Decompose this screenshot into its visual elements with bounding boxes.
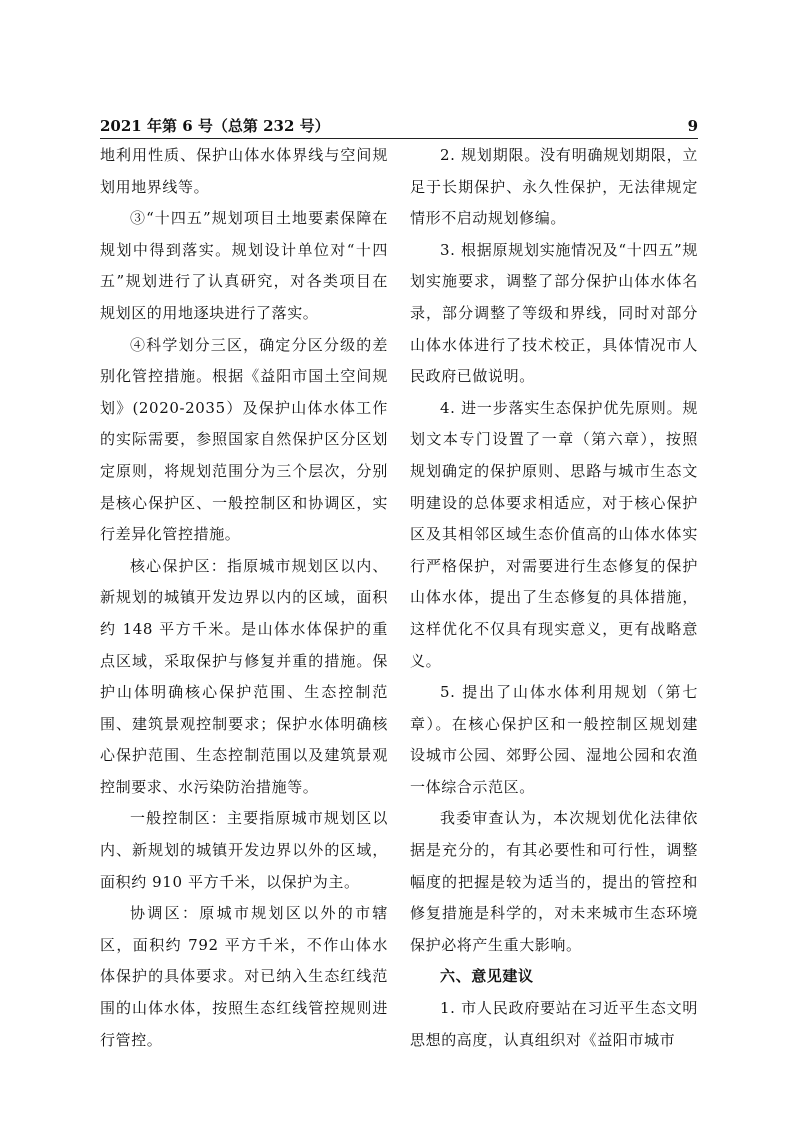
page-header	[100, 114, 698, 138]
paragraph: 协调区：原城市规划区以外的市辖区，面积约 792 平方千米，不作山体水体保护的具体要求。对已纳入生态红线范围的山体水体，按照生态红线管控规则进行管控。	[100, 904, 388, 1049]
paragraph: 2. 规划期限。没有明确规划期限，立足于长期保护、永久性保护，无法律规定情形不启动规划修编。	[410, 146, 698, 228]
paragraph: 地利用性质、保护山体水体界线与空间规划用地界线等。	[100, 146, 388, 196]
paragraph: ③“十四五”规划项目土地要素保障在规划中得到落实。规划设计单位对“十四五”规划进行了认真研究，对各类项目在规划区的用地逐块进行了落实。	[100, 209, 388, 322]
paragraph: ④科学划分三区，确定分区分级的差别化管控措施。根据《益阳市国土空间规划》(2020-2035）及保护山体水体工作的实际需要，参照国家自然保护区分区划定原则，将规划范围分为三个层次，分别是核心保护区、一般控制区和协调区，实行差异化管控措施。	[100, 335, 388, 544]
paragraph: 核心保护区：指原城市规划区以内、新规划的城镇开发边界以内的区域，面积约 148 平方千米。是山体水体保护的重点区域，采取保护与修复并重的措施。保护山体明确核心保护范围、生态控制范围、建筑景观控制要求；保护水体明确核心保护范围、生态控制范围以及建筑景观控制要求、水污染防治措施等。	[100, 556, 388, 796]
left-column	[100, 140, 388, 1056]
paragraph: 5. 提出了山体水体利用规划（第七章）。在核心保护区和一般控制区规划建设城市公园、郊野公园、湿地公园和农渔一体综合示范区。	[410, 683, 698, 796]
issue-label: 2021 年第 6 号（总第 232 号）	[100, 117, 330, 135]
paragraph: 4. 进一步落实生态保护优先原则。规划文本专门设置了一章（第六章），按照规划确定的保护原则、思路与城市生态文明建设的总体要求相适应，对于核心保护区及其相邻区域生态价值高的山体水体实行严格保护，对需要进行生态修复的保护山体水体，提出了生态修复的具体措施，这样优化不仅具有现实意义，更有战略意义。	[410, 398, 698, 670]
header-rule	[100, 138, 698, 139]
page-number: 9	[687, 117, 698, 135]
paragraph: 我委审查认为，本次规划优化法律依据是充分的，有其必要性和可行性，调整幅度的把握是较为适当的，提出的管控和修复措施是科学的，对未来城市生态环境保护必将产生重大影响。	[410, 809, 698, 954]
right-column	[410, 140, 698, 1056]
paragraph: 一般控制区：主要指原城市规划区以内、新规划的城镇开发边界以外的区域，面积约 910 平方千米，以保护为主。	[100, 809, 388, 891]
section-heading: 六、意见建议	[440, 967, 534, 986]
paragraph: 1. 市人民政府要站在习近平生态文明思想的高度，认真组织对《益阳市城市	[410, 999, 698, 1049]
paragraph: 3. 根据原规划实施情况及“十四五”规划实施要求，调整了部分保护山体水体名录，部分调整了等级和界线，同时对部分山体水体进行了技术校正，具体情况市人民政府已做说明。	[410, 240, 698, 386]
